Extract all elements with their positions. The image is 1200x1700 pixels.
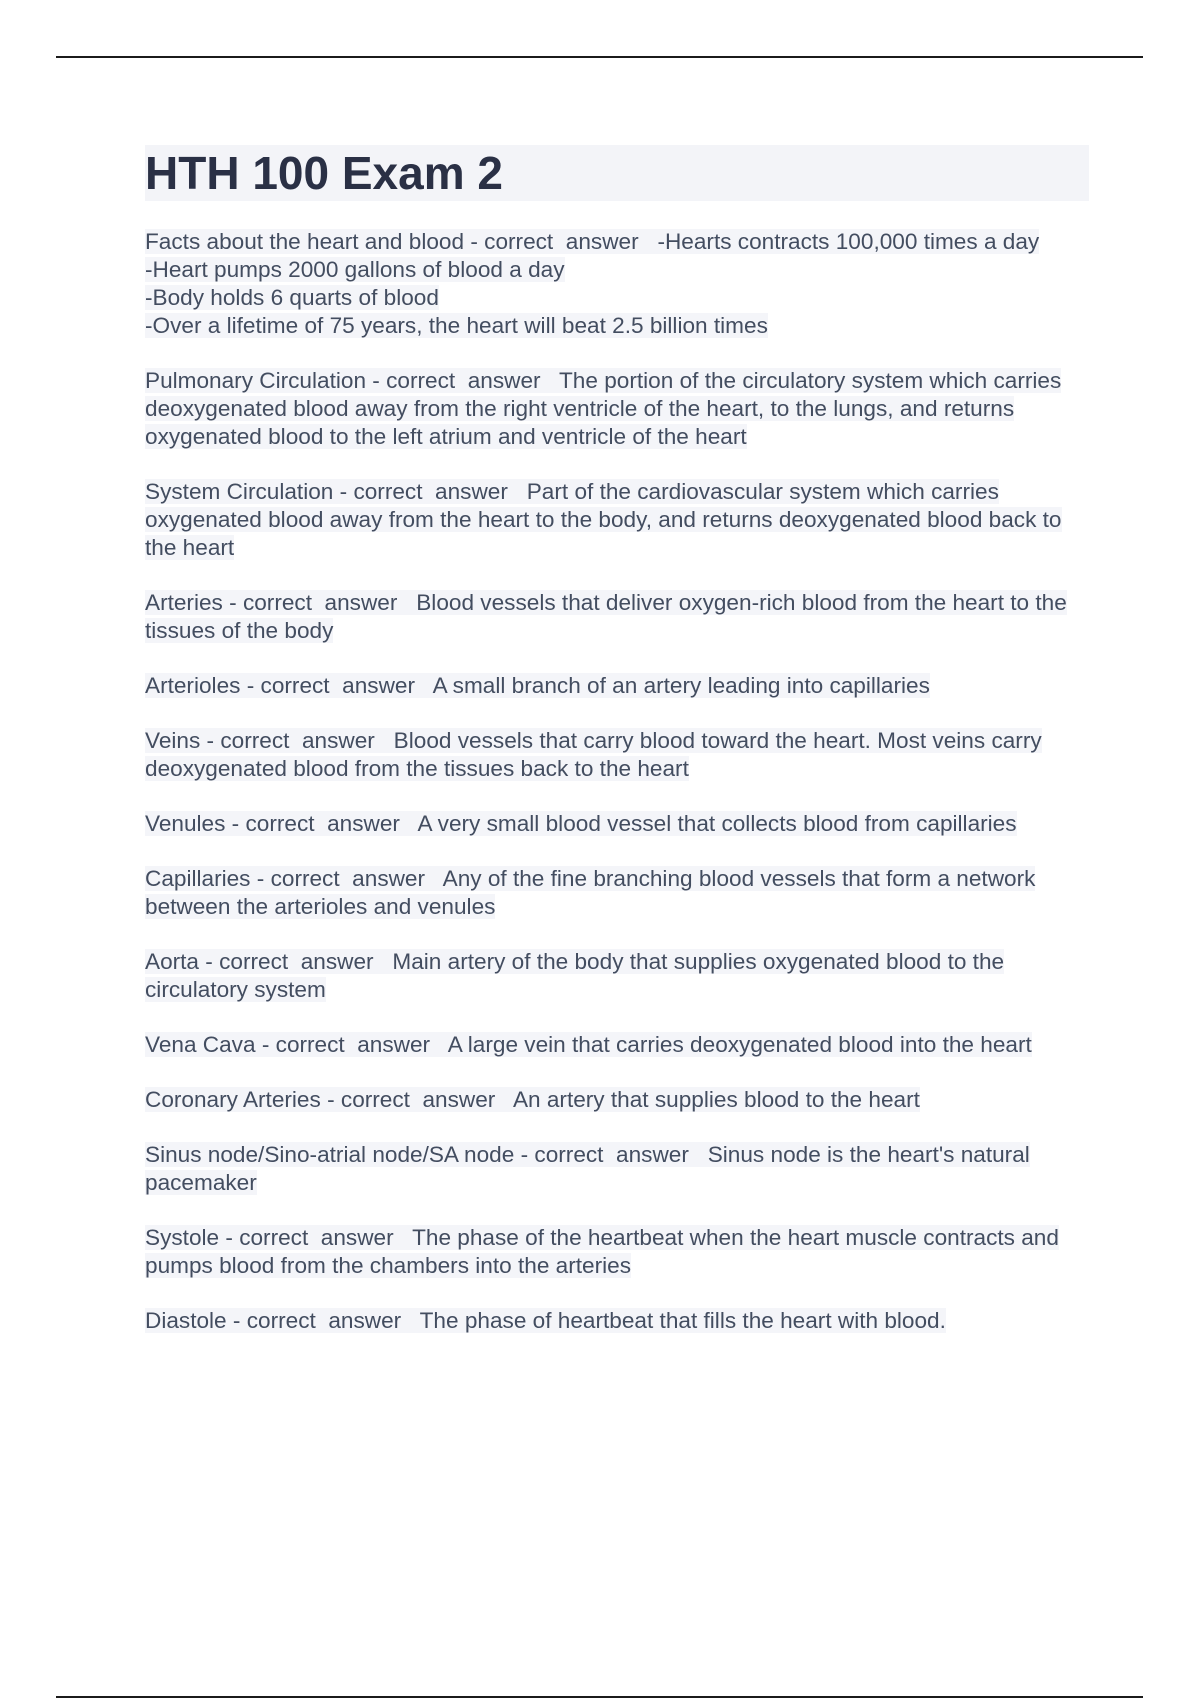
entry-highlight xyxy=(145,1225,1059,1278)
correct-answer-label: correct answer xyxy=(245,811,400,836)
entry-line xyxy=(145,1141,1089,1197)
entry-answer: A small branch of an artery leading into capillaries xyxy=(432,673,930,698)
entry-line xyxy=(145,478,1089,562)
entry-term: Veins xyxy=(145,728,201,753)
entry-line xyxy=(145,727,1089,783)
footer-rule xyxy=(56,1696,1143,1698)
entry-term: Arteries xyxy=(145,590,223,615)
answer-separator xyxy=(541,368,559,393)
answer-separator xyxy=(401,1308,419,1333)
flashcard-entry xyxy=(145,865,1089,921)
term-separator: - xyxy=(222,590,243,615)
entry-term: Capillaries xyxy=(145,866,251,891)
entry-term: Systole xyxy=(145,1225,220,1250)
entry-answer: Blood vessels that deliver oxygen-rich blood from the heart to the tissues of the body xyxy=(145,590,1067,643)
answer-separator xyxy=(639,229,658,254)
entry-highlight xyxy=(145,949,1004,1002)
entry-term: Venules xyxy=(145,811,226,836)
flashcard-entry xyxy=(145,948,1089,1004)
entry-line xyxy=(145,589,1089,645)
correct-answer-label: correct answer xyxy=(242,590,398,615)
term-separator: - xyxy=(226,1308,247,1333)
term-separator: - xyxy=(464,229,485,254)
correct-answer-label: correct answer xyxy=(353,479,508,504)
entry-line xyxy=(145,948,1089,1004)
answer-separator xyxy=(689,1142,708,1167)
entry-answer: -Hearts contracts 100,000 times a day xyxy=(657,229,1040,254)
entry-highlight xyxy=(145,590,1067,643)
flashcard-entry xyxy=(145,1031,1089,1059)
entry-line xyxy=(145,672,1089,700)
answer-separator xyxy=(394,1225,412,1250)
term-separator: - xyxy=(240,673,261,698)
entry-term: Arterioles xyxy=(145,673,241,698)
entry-answer: The phase of heartbeat that fills the heart with blood. xyxy=(419,1308,946,1333)
answer-separator xyxy=(374,949,393,974)
entry-term: Vena Cava xyxy=(145,1032,256,1057)
entry-line xyxy=(145,810,1089,838)
entry-term: Sinus node/Sino-atrial node/SA node xyxy=(145,1142,515,1167)
entry-line xyxy=(145,256,1089,284)
answer-separator xyxy=(415,673,433,698)
entry-extra-line: -Over a lifetime of 75 years, the heart will beat 2.5 billion times xyxy=(145,313,768,338)
entry-highlight xyxy=(145,479,1062,560)
term-separator: - xyxy=(219,1225,240,1250)
entry-highlight xyxy=(145,368,1061,449)
entry-highlight xyxy=(145,673,930,698)
term-separator: - xyxy=(255,1032,276,1057)
entry-line xyxy=(145,1031,1089,1059)
entry-line xyxy=(145,312,1089,340)
entry-highlight xyxy=(145,1308,946,1333)
flashcard-entry xyxy=(145,727,1089,783)
entry-line xyxy=(145,228,1089,256)
header-rule xyxy=(56,56,1143,58)
answer-separator xyxy=(495,1087,513,1112)
term-separator: - xyxy=(250,866,271,891)
entry-term: Diastole xyxy=(145,1308,227,1333)
flashcard-entry xyxy=(145,810,1089,838)
flashcard-entry xyxy=(145,589,1089,645)
entry-line xyxy=(145,284,1089,312)
flashcard-entry xyxy=(145,1307,1089,1335)
entry-term: System Circulation xyxy=(145,479,334,504)
entry-highlight xyxy=(145,728,1042,781)
entry-answer: A very small blood vessel that collects blood from capillaries xyxy=(417,811,1017,836)
entry-term: Facts about the heart and blood xyxy=(145,229,465,254)
term-separator: - xyxy=(200,728,221,753)
entry-line xyxy=(145,865,1089,921)
correct-answer-label: correct answer xyxy=(386,368,541,393)
document-title: HTH 100 Exam 2 xyxy=(145,145,1089,201)
entry-highlight xyxy=(145,1032,1032,1057)
flashcard-entry xyxy=(145,1141,1089,1197)
term-separator: - xyxy=(514,1142,535,1167)
entry-highlight xyxy=(145,811,1017,836)
entry-answer: A large vein that carries deoxygenated blood into the heart xyxy=(447,1032,1032,1057)
entry-answer: The portion of the circulatory system which carries deoxygenated blood away from the right ventricle of the heart, to the lungs, and returns oxygenated blood to the left atrium and ventricle of the heart xyxy=(145,368,1062,449)
entry-answer: Blood vessels that carry blood toward the heart. Most veins carry deoxygenated blood from the tissues back to the heart xyxy=(145,728,1042,781)
answer-separator xyxy=(425,866,443,891)
flashcard-entry xyxy=(145,1086,1089,1114)
answer-separator xyxy=(397,590,416,615)
correct-answer-label: correct answer xyxy=(484,229,639,254)
correct-answer-label: correct answer xyxy=(219,949,374,974)
entry-answer: Main artery of the body that supplies oxygenated blood to the circulatory system xyxy=(145,949,1005,1002)
entry-answer: Sinus node is the heart's natural pacemaker xyxy=(145,1142,1030,1195)
entry-term: Aorta xyxy=(145,949,200,974)
entry-answer: Part of the cardiovascular system which carries oxygenated blood away from the heart to the body, and returns deoxygenated blood back to the heart xyxy=(145,479,1062,560)
term-separator: - xyxy=(366,368,387,393)
entry-highlight xyxy=(145,1087,920,1112)
correct-answer-label: correct answer xyxy=(340,1087,496,1112)
entry-answer: An artery that supplies blood to the heart xyxy=(512,1087,920,1112)
correct-answer-label: correct answer xyxy=(275,1032,431,1057)
term-separator: - xyxy=(199,949,220,974)
answer-separator xyxy=(430,1032,448,1057)
flashcard-list xyxy=(145,228,1089,1335)
entry-answer: The phase of the heartbeat when the heart muscle contracts and pumps blood from the chambers into the arteries xyxy=(145,1225,1059,1278)
entry-line xyxy=(145,1307,1089,1335)
term-separator: - xyxy=(333,479,354,504)
correct-answer-label: correct answer xyxy=(260,673,415,698)
answer-separator xyxy=(375,728,394,753)
entry-highlight xyxy=(145,229,1039,254)
entry-highlight xyxy=(145,1142,1030,1195)
entry-highlight xyxy=(145,866,1035,919)
correct-answer-label: correct answer xyxy=(246,1308,402,1333)
answer-separator xyxy=(400,811,418,836)
entry-term: Pulmonary Circulation xyxy=(145,368,367,393)
entry-extra-line: -Body holds 6 quarts of blood xyxy=(145,285,439,310)
entry-line xyxy=(145,1224,1089,1280)
term-separator: - xyxy=(320,1087,341,1112)
term-separator: - xyxy=(225,811,246,836)
entry-line xyxy=(145,367,1089,451)
entry-extra-line: -Heart pumps 2000 gallons of blood a day xyxy=(145,257,565,282)
answer-separator xyxy=(508,479,527,504)
flashcard-entry xyxy=(145,228,1089,340)
document-body xyxy=(145,145,1089,1362)
flashcard-entry xyxy=(145,1224,1089,1280)
flashcard-entry xyxy=(145,478,1089,562)
correct-answer-label: correct answer xyxy=(239,1225,394,1250)
correct-answer-label: correct answer xyxy=(220,728,375,753)
flashcard-entry xyxy=(145,367,1089,451)
correct-answer-label: correct answer xyxy=(534,1142,689,1167)
entry-answer: Any of the fine branching blood vessels that form a network between the arterioles and venules xyxy=(145,866,1036,919)
entry-line xyxy=(145,1086,1089,1114)
flashcard-entry xyxy=(145,672,1089,700)
entry-term: Coronary Arteries xyxy=(145,1087,321,1112)
correct-answer-label: correct answer xyxy=(270,866,426,891)
